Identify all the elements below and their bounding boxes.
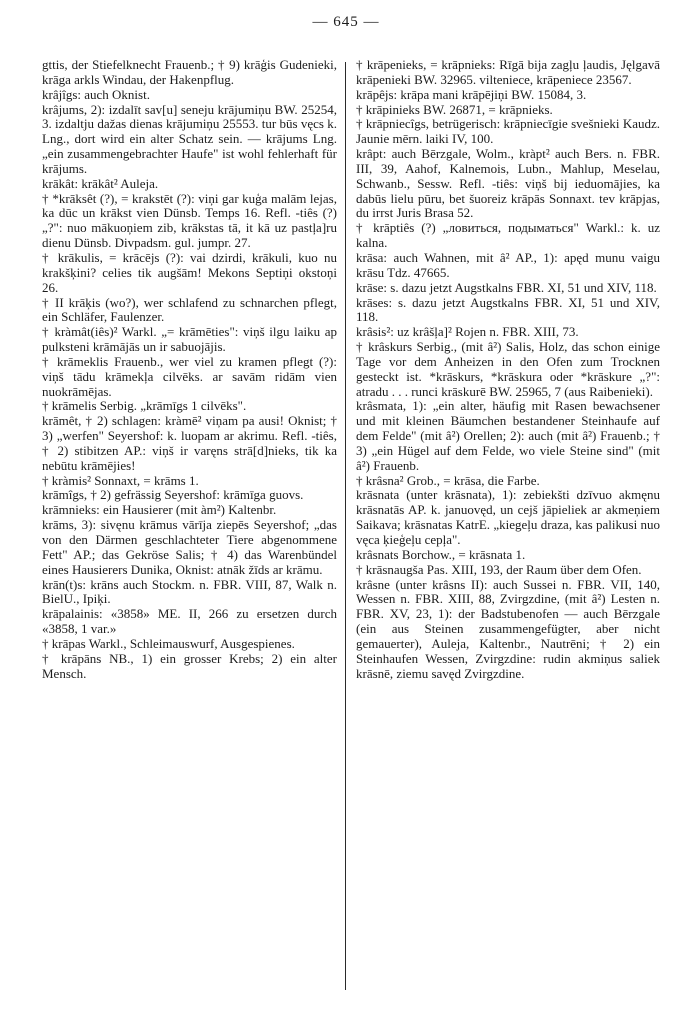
dictionary-entry: † krāmeklis Frauenb., wer viel zu kramen pflegt (?): viņš tādu krāmekļa cilvēks. ar savām ridām vien nuokrāmējas.	[42, 353, 337, 399]
dictionary-entry: krāmîgs, † 2) gefrässig Seyershof: krāmīga guovs.	[42, 487, 304, 503]
dictionary-entry: krāms, 3): sivęnu krāmus vārīja ziepēs Seyershof; „das von den Därmen geschlachteter Tiere abgenommene Fett" AP.; das Gekröse Salis; † 4) das Warenbündel eines Hausierers Dunika, Oknist: atnāk žīds ar krāmu.	[42, 517, 337, 577]
dictionary-entry: † krāpāns NB., 1) ein grosser Krebs; 2) ein alter Mensch.	[42, 650, 337, 681]
dictionary-entry: krāmnieks: ein Hausierer (mit àm²) Kaltenbr.	[42, 502, 277, 518]
dictionary-entry: krâjîgs: auch Oknist.	[42, 86, 150, 102]
left-column	[42, 58, 337, 681]
dictionary-entry: krāse: s. dazu jetzt Augstkalns FBR. XI, 51 und XIV, 118.	[356, 279, 657, 295]
dictionary-entry: † krâskurs Serbig., (mit â²) Salis, Holz, das schon einige Tage vor dem Anheizen in den Ofen zum Trocknen gesteckt ist. *krāskurs, *krāskura oder *krāskure „?": atradu . . . runci krāskurē BW. 25965, 7 (aus Raibenieki).	[356, 339, 660, 399]
dictionary-entry: † krāsnaugša Pas. XIII, 193, der Raum über dem Ofen.	[356, 561, 642, 577]
dictionary-entry: † krāptiês (?) „ловиться, подыматься" Warkl.: k. uz kalna.	[356, 220, 660, 251]
dictionary-entry: krān(t)s: krāns auch Stockm. n. FBR. VIII, 87, Walk n. BielU., Ipiķi.	[42, 576, 337, 607]
dictionary-entry: krâpt: auch Bērzgale, Wolm., kràpt² auch Bers. n. FBR. III, 39, Aahof, Kalnemois, Lubn., Mahlup, Meselau, Schwanb., Sessw. Refl. -tiês: viņš bij ieduomājies, ka dabūs lielu pūru, bet šuoreiz krāpās Sonnaxt. tev krāpjas, du irrst Juris Brasa 52.	[356, 146, 660, 221]
dictionary-entry: † II krāķis (wo?), wer schlafend zu schnarchen pflegt, ein Schläfer, Faulenzer.	[42, 294, 337, 325]
dictionary-entry: krâsmata, 1): „ein alter, häufig mit Rasen bewachsener und mit kleinen Bäumchen bestandener Steinhaufe auf dem Felde" (mit â²) Orellen; 2): auch (mit â²) Frauenb.; † 3) „ein Hügel auf dem Felde, wo viele Steine sind" (mit â²) Frauenb.	[356, 398, 660, 473]
dictionary-entry: krāpêjs: krāpa mani krāpējiņi BW. 15084, 3.	[356, 86, 587, 102]
dictionary-entry: krâsnats Borchow., = krāsnata 1.	[356, 546, 526, 562]
dictionary-entry: krāsnata (unter krāsnata), 1): zebiekšti dzīvuo akmęnu krāsnatās AP. k. januovęd, un cejš jāpieliek ar akmeņiem Saikava; krāsnatas KatrE. „kiegeļu draza, kas palikusi nuo vęca ķieģeļu cepļa".	[356, 487, 660, 547]
column-divider	[345, 62, 346, 990]
dictionary-entry: krāpalainis: «3858» ME. II, 266 zu ersetzen durch «3858, 1 var.»	[42, 606, 337, 637]
dictionary-entry: † krāpinieks BW. 26871, = krāpnieks.	[356, 101, 553, 117]
dictionary-entry: krāsa: auch Wahnen, mit â² AP., 1): apęd munu vaigu krāsu Tdz. 47665.	[356, 249, 660, 280]
dictionary-entry: † krāpenieks, = krāpnieks: Rīgā bija zagļu ļaudis, Jęlgavā krāpenieki BW. 32965. vilteniece, krāpeniece 23567.	[356, 57, 660, 87]
dictionary-entry: krâjums, 2): izdalīt sav[u] seneju krājumiņu BW. 25254, 3. izdaltju dažas dienas krājumiņu 25553. tur būs vęcs k. Lng., dort wird ein alter Schatz sein. — krājums Lng. „ein zusammengebrachter Haufe" ist wohl fehlerhaft für krājums.	[42, 101, 337, 176]
dictionary-entry: gttis, der Stiefelknecht Frauenb.; † 9) krāģis Gudenieki, krāga arkls Windau, der Hakenpflug.	[42, 57, 337, 87]
page-number: — 645 —	[312, 14, 380, 30]
dictionary-entry: † krâsna² Grob., = krāsa, die Farbe.	[356, 472, 540, 488]
dictionary-entry: † krāpniecîgs, betrügerisch: krāpniecīgie svešnieki Kaudz. Jaunie mērn. laiki IV, 100.	[356, 116, 660, 147]
dictionary-entry: † *krāksêt (?), = krakstēt (?): viņi gar kuģa malām lejas, ka dūc un krākst vien Dünsb. Temps 16. Refl. -tiês (?) „?": nuo mākuoņiem zib, krākstas tā, it kā uz pastļa]ru dienu Dünsb. Divpadsm. gul. jumpr. 27.	[42, 190, 337, 251]
dictionary-entry: krāmêt, † 2) schlagen: kràmē² viņam pa ausi! Oknist; † 3) „werfen" Seyershof: k. luopam ar akrimu. Refl. -tiês, † 2) stibitzen AP.: viņš ir varęns strā[d]nieks, tik ka nebūtu krāmējies!	[42, 413, 337, 473]
dictionary-entry: † kràmât(iês)² Warkl. „= krāmēties": viņš ilgu laiku ap pulksteni krāmājās un ir sabuojājis.	[42, 324, 337, 355]
dictionary-entry: † krāpas Warkl., Schleimauswurf, Ausgespienes.	[42, 635, 295, 651]
dictionary-entry: krâsis²: uz krâšļa]² Rojen n. FBR. XIII, 73.	[356, 324, 579, 340]
dictionary-entry: † krākulis, = krācējs (?): vai dzirdi, krākuli, kuo nu krakšķini? celies tik augšām! Mekons Septiņi okstoņi 26.	[42, 249, 337, 295]
dictionary-entry: krāses: s. dazu jetzt Augstkalns FBR. XI, 51 und XIV, 118.	[356, 294, 660, 325]
dictionary-entry: † kràmis² Sonnaxt, = krāms 1.	[42, 472, 199, 488]
dictionary-entry: † krāmelis Serbig. „krāmīgs 1 cilvēks".	[42, 398, 247, 414]
dictionary-entry: krākât: krākât² Auleja.	[42, 175, 159, 191]
right-column	[356, 58, 660, 681]
dictionary-entry: krâsne (unter krâsns II): auch Sussei n. FBR. VII, 140, Wessen n. FBR. XIII, 88, Zvirgzdine, (mit â²) Lesten n. FBR. XV, 23, 1): der Badstubenofen — auch Bērzgale (ein aus Steinen zusammengefügter, aber nicht gemauerter), Auleja, Kaltenbr., Nautrēni; † 2) ein Steinhaufen Wessen, Zvirgzdine: rudin akmiņus saliek krāsnē, ziemu savęd Zvirgzdine.	[356, 576, 660, 681]
